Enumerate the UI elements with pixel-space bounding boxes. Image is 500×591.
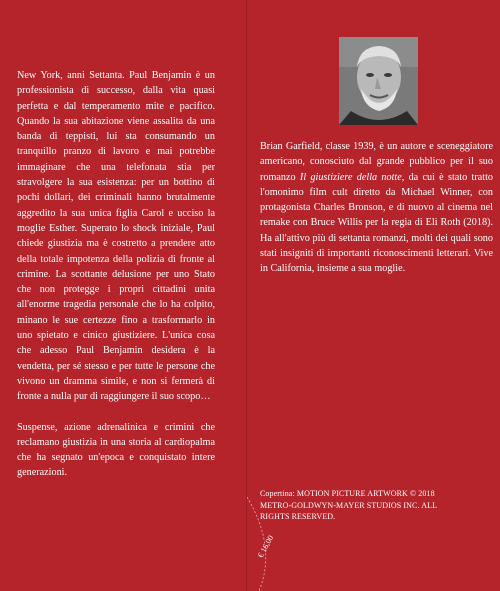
synopsis-paragraph-2: Suspense, azione adrenalinica e crimini che reclamano giustizia in una storia al cardiopalma che ha segnato un'epoca e conquistato intere generazioni.	[17, 421, 215, 479]
synopsis-paragraph-1: New York, anni Settanta. Paul Benjamin è un professionista di successo, dalla vita quasi perfetta e dal temperamento mite e pacifico. Quando la sua abitazione viene assalita da una banda di teppisti, lui sta consumando un tranquillo pranzo di lavoro e mai potrebbe immaginare che una telefonata stia per stravolgere la sua esistenza: per un bottino di pochi dollari, dei criminali hanno brutalmente aggredito la sua unica figlia Carol e ucciso la moglie Esther. Superato lo shock iniziale, Paul chiede giustizia ma è costretto a prendere atto della totale impotenza della polizia di fronte al crimine. La scottante delusione per uno Stato che non protegge i propri cittadini unita all'enorme tragedia personale che lo ha colpito, minano le sue certezze fino a trasformarlo in uno spietato e cinico giustiziere. L'unica cosa che adesso Paul Benjamin desidera è la vendetta, per sé stesso e per tutte le persone che vivono un dramma simile, e non si fermerà di fronte a nulla pur di raggiungere il suo scopo…	[17, 70, 215, 403]
author-bio	[260, 139, 493, 277]
bio-paragraph	[260, 139, 493, 277]
left-flap	[0, 0, 247, 591]
bio-text-2: , da cui è stato tratto l'omonimo film cult diretto da Michael Winner, con protagonista Charles Bronson, e di nuovo al cinema nel remake con Bruce Willis per la regia di Eli Roth (2018). Ha all'attivo più di settanta romanzi, molti dei quali sono stati insigniti di importanti riconoscimenti letterari. Vive in California, insieme a sua moglie.	[260, 171, 493, 275]
credits-line-2: METRO-GOLDWYN-MAYER STUDIOS INC. ALL	[260, 500, 438, 510]
bio-book-title: Il giustiziere della notte	[299, 171, 402, 183]
credits-line-1: Copertina: MOTION PICTURE ARTWORK © 2018	[260, 489, 435, 498]
author-photo	[339, 37, 418, 125]
cover-credits	[260, 488, 490, 523]
credits-line-3: RIGHTS RESERVED.	[260, 512, 336, 521]
author-portrait-icon	[339, 37, 418, 125]
bio-text-1: Brian Garfield, classe 1939, è un autore e sceneggiatore americano, conosciuto dal grande pubblico per il suo romanzo	[260, 141, 493, 183]
price-label: € 16,00	[256, 533, 276, 560]
synopsis	[17, 68, 215, 481]
